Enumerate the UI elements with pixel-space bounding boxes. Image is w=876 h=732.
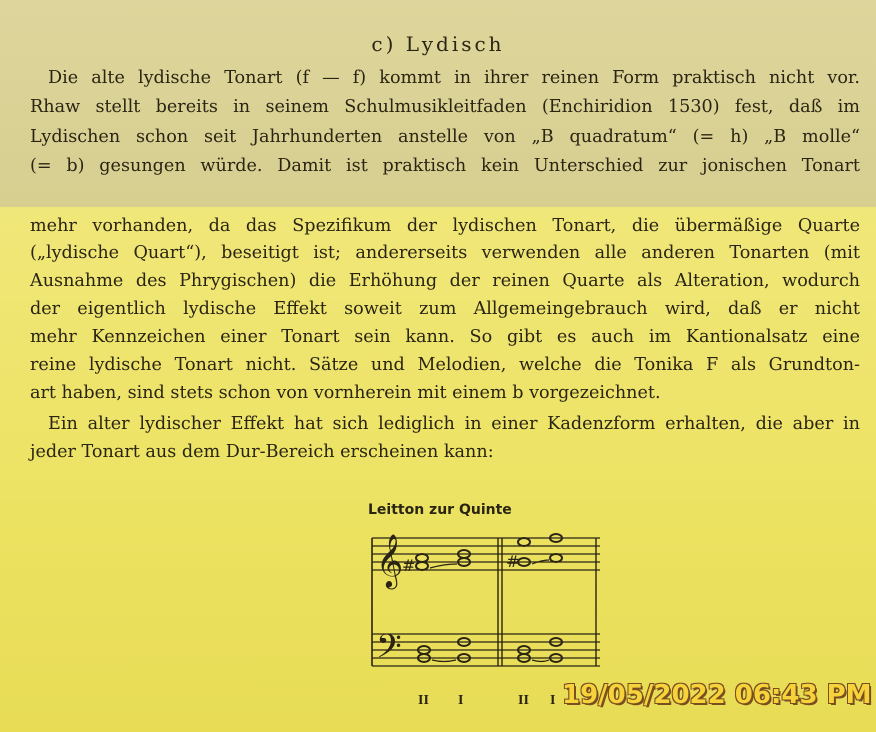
example-title: Leitton zur Quinte bbox=[368, 502, 512, 518]
degree-label: II bbox=[418, 693, 429, 708]
text-line: mehr vorhanden, da das Spezifikum der lydischen Tonart, die übermäßige Quarte bbox=[30, 216, 860, 236]
text-line: mehr Kennzeichen einer Tonart sein kann. So gibt es auch im Kantionalsatz eine bbox=[30, 327, 860, 347]
text-line: Ausnahme des Phrygischen) die Erhöhung der reinen Quarte als Alteration, wodurch bbox=[30, 271, 860, 291]
svg-text:#: # bbox=[402, 556, 416, 575]
degree-label: I bbox=[550, 693, 556, 708]
section-heading: c) Lydisch bbox=[371, 32, 505, 56]
text-line: reine lydische Tonart nicht. Sätze und Melodien, welche die Tonika F als Grundton- bbox=[30, 355, 860, 375]
text-line: Rhaw stellt bereits in seinem Schulmusikleitfaden (Enchiridion 1530) fest, daß im bbox=[30, 97, 860, 117]
treble-notes-measure-2 bbox=[506, 534, 562, 571]
svg-text:#: # bbox=[506, 552, 520, 571]
bass-clef-icon: 𝄢 bbox=[376, 628, 402, 674]
degree-label: II bbox=[518, 693, 529, 708]
text-line: Die alte lydische Tonart (f — f) kommt in ihrer reinen Form praktisch nicht vor. bbox=[48, 68, 860, 88]
photo-timestamp: 19/05/2022 06:43 PM bbox=[562, 680, 872, 710]
text-line: Ein alter lydischer Effekt hat sich lediglich in einer Kadenzform erhalten, die aber in bbox=[48, 414, 860, 434]
text-line: („lydische Quart“), beseitigt ist; andererseits verwenden alle anderen Tonarten (mit bbox=[30, 243, 860, 263]
text-line: Lydischen schon seit Jahrhunderten anstelle von „B quadratum“ (= h) „B molle“ bbox=[30, 127, 860, 147]
text-line: der eigentlich lydische Effekt soweit zum Allgemeingebrauch wird, daß er nicht bbox=[30, 299, 860, 319]
degree-label: I bbox=[458, 693, 464, 708]
music-example-score bbox=[360, 520, 610, 692]
text-line: (= b) gesungen würde. Damit ist praktisch kein Unterschied zur jonischen Tonart bbox=[30, 156, 860, 176]
text-line: art haben, sind stets schon von vornherein mit einem b vorgezeichnet. bbox=[30, 383, 661, 403]
bass-staff bbox=[372, 634, 600, 666]
text-line: jeder Tonart aus dem Dur-Bereich erscheinen kann: bbox=[30, 442, 494, 462]
treble-clef-icon: 𝄞 bbox=[376, 533, 404, 587]
